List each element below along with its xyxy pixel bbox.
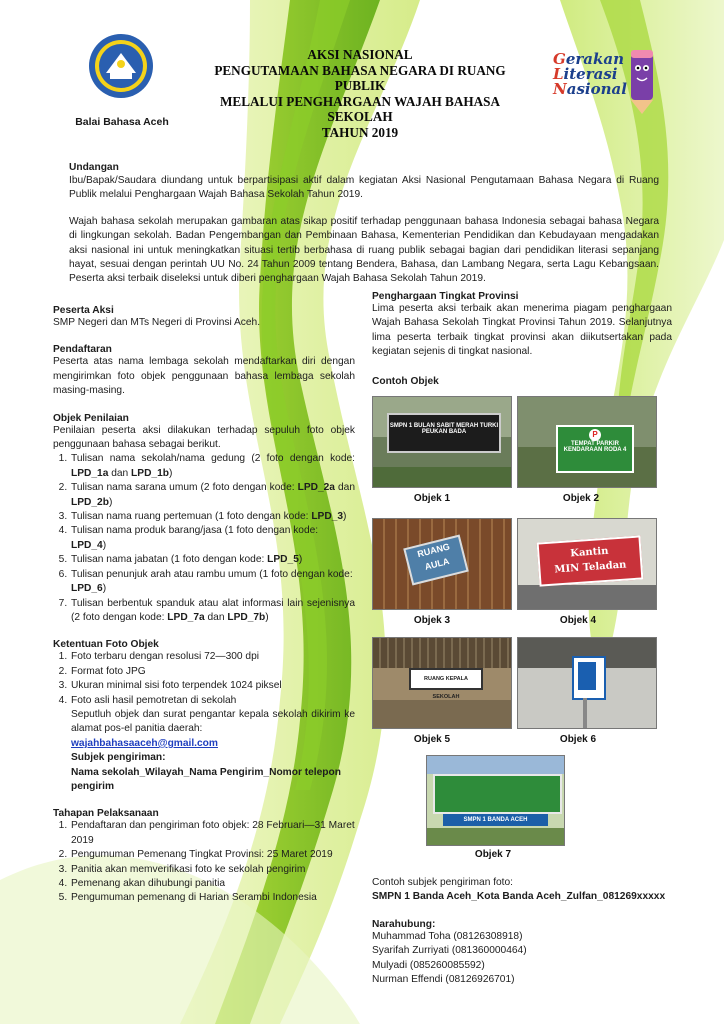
sign-text: RUANG	[416, 541, 451, 560]
contact-item: Muhammad Toha (08126308918)	[372, 930, 523, 942]
sign-text: SMPN 1 BANDA ACEH	[443, 814, 548, 826]
page-title	[190, 47, 530, 141]
pendaftaran-text: Peserta atas nama lembaga sekolah mendaftarkan diri dengan mengirimkan foto objek penggunaan bahasa lembaga sekolah masing-masing.	[53, 356, 355, 397]
list-item: 2. Tulisan nama sarana umum (2 foto dengan kode: LPD_2a dan LPD_2b)	[70, 481, 355, 510]
list-item: 3. Tulisan nama ruang pertemuan (1 foto dengan kode: LPD_3)	[70, 510, 355, 524]
contact-section	[372, 876, 702, 987]
sign-text: MIN Teladan	[554, 559, 627, 576]
penghargaan-heading: Penghargaan Tingkat Provinsi	[372, 291, 519, 302]
undangan-paragraph-1: Ibu/Bapak/Saudara diundang untuk berpartisipasi aktif dalam kegiatan Aksi Nasional Pengutamaan Bahasa Negara di Ruang Publik melalui Penghargaan Wajah Bahasa Sekolah Tahun 2019.	[69, 175, 659, 201]
list-item: 3. Panitia akan memverifikasi foto ke sekolah pengirim	[70, 863, 355, 877]
subject-format: Nama sekolah_Wilayah_Nama Pengirim_Nomor telepon pengirim	[71, 766, 341, 792]
title-line-2: PENGUTAMAAN BAHASA NEGARA DI RUANG PUBLIK	[214, 62, 506, 94]
undangan-section	[69, 162, 659, 287]
caption-objek-7: Objek 7	[474, 849, 512, 860]
pendaftaran-heading: Pendaftaran	[53, 344, 112, 356]
gln-erakan: erakan	[565, 50, 624, 68]
sign-text: SMPN 1 BULAN SABIT MERAH TURKI	[389, 423, 499, 429]
peserta-text: SMP Negeri dan MTs Negeri di Provinsi Aceh.	[53, 317, 261, 328]
list-item: 6. Tulisan penunjuk arah atau rambu umum (1 foto dengan kode: LPD_6)	[70, 568, 355, 597]
gln-iterasi: iterasi	[563, 65, 618, 83]
objek-penilaian-list	[53, 452, 355, 625]
undangan-heading: Undangan	[69, 162, 119, 173]
caption-objek-5: Objek 5	[413, 734, 451, 745]
list-item: 3. Ukuran minimal sisi foto terpendek 1024 piksel	[70, 679, 355, 693]
left-column	[53, 305, 355, 906]
photo-objek-4	[517, 518, 657, 610]
list-item: 4. Tulisan nama produk barang/jasa (1 foto dengan kode: LPD_4)	[70, 524, 355, 553]
gln-g: G	[553, 50, 566, 68]
pencil-mascot-icon	[625, 46, 659, 116]
sign-text: KENDARAAN RODA 4	[563, 447, 627, 453]
ketentuan-list	[53, 650, 355, 708]
photo-objek-1	[372, 396, 512, 488]
org-name: Balai Bahasa Aceh	[75, 116, 169, 128]
list-item: 2. Format foto JPG	[70, 665, 355, 679]
sign-text: TEMPAT PARKIR	[571, 441, 619, 447]
contoh-objek-heading: Contoh Objek	[372, 375, 439, 387]
tut-wuri-handayani-logo	[88, 33, 154, 99]
photo-objek-2: P TEMPAT PARKIR KENDARAAN RODA 4	[517, 396, 657, 488]
caption-objek-6: Objek 6	[559, 734, 597, 745]
contact-item: Syarifah Zurriyati (081360000464)	[372, 945, 527, 957]
ketentuan-heading: Ketentuan Foto Objek	[53, 639, 159, 651]
list-item: 4. Foto asli hasil pemotretan di sekolah	[70, 694, 355, 708]
ketentuan-note: Seputluh objek dan surat pengantar kepala sekolah dikirim ke alamat pos-el panitia daerah:	[71, 708, 355, 735]
objek-penilaian-intro: Penilaian peserta aksi dilakukan terhadap sepuluh foto objek penggunaan bahasa sebagai berikut.	[53, 424, 355, 451]
sign-text: Kantin	[569, 545, 609, 560]
sign-text: RUANG KEPALA SEKOLAH	[409, 668, 483, 690]
tahapan-list	[53, 819, 355, 905]
peserta-heading: Peserta Aksi	[53, 305, 114, 316]
sign-text: PEUKAN BADA	[421, 429, 467, 435]
gln-n: N	[553, 80, 567, 98]
contact-item: Nurman Effendi (08126926701)	[372, 974, 515, 986]
penghargaan-section	[372, 291, 672, 387]
caption-objek-4: Objek 4	[559, 615, 597, 626]
penghargaan-text: Lima peserta aksi terbaik akan menerima piagam penghargaan Wajah Bahasa Sekolah Tingkat Provinsi Tahun 2019. Selanjutnya lima peserta terbaik tingkat provinsi akan diikutsertakan pada kegiatan sejenis di tingkat nasional.	[372, 303, 672, 358]
title-line-1: AKSI NASIONAL	[307, 47, 413, 62]
photo-objek-7	[426, 755, 565, 846]
undangan-paragraph-2: Wajah bahasa sekolah merupakan gambaran atas sikap positif terhadap penggunaan bahasa Indonesia sebagai bahasa Negara di lingkungan sekolah. Badan Pengembangan dan Pembinaan Bahasa, Kementerian Pendidikan dan Kebudayaan mengadakan aksi nasional ini untuk meningkatkan situasi tertib berbahasa di ruang publik sebagai bagian dari pendidikan literasi sepanjang hayat, sesuai dengan perintah UU No. 24 Tahun 2009 tentang Bendera, Bahasa, dan Lambang Negara, serta Lagu Kebangsaan. Peserta aksi terbaik diseleksi untuk diberi penghargaan Wajah Bahasa Sekolah Tahun 2019.	[69, 215, 659, 285]
list-item: 1. Tulisan nama sekolah/nama gedung (2 foto dengan kode: LPD_1a dan LPD_1b)	[70, 452, 355, 481]
caption-objek-2: Objek 2	[562, 493, 600, 504]
list-item: 7. Tulisan berbentuk spanduk atau alat informasi lain sejenisnya (2 foto dengan kode: LPD_7a dan LPD_7b)	[70, 597, 355, 626]
list-item: 4. Pemenang akan dihubungi panitia	[70, 877, 355, 891]
email-link[interactable]: wajahbahasaaceh@gmail.com	[71, 737, 218, 749]
caption-objek-1: Objek 1	[413, 493, 451, 504]
contoh-subjek-value: SMPN 1 Banda Aceh_Kota Banda Aceh_Zulfan_081269xxxxx	[372, 891, 666, 903]
list-item: 1. Foto terbaru dengan resolusi 72—300 dpi	[70, 650, 355, 664]
gln-asional: asional	[566, 80, 627, 98]
sign-text: AULA	[423, 556, 451, 572]
list-item: 5. Pengumuman pemenang di Harian Serambi Indonesia	[70, 891, 355, 905]
photo-objek-3	[372, 518, 512, 610]
gerakan-literasi-nasional-logo	[553, 46, 723, 116]
photo-objek-6	[517, 637, 657, 729]
contact-item: Mulyadi (085260085592)	[372, 959, 485, 971]
objek-penilaian-heading: Objek Penilaian	[53, 412, 129, 424]
contoh-subjek-label: Contoh subjek pengiriman foto:	[372, 877, 514, 888]
list-item: 5. Tulisan nama jabatan (1 foto dengan kode: LPD_5)	[70, 553, 355, 567]
gln-l: L	[553, 65, 564, 83]
title-line-3: MELALUI PENGHARGAAN WAJAH BAHASA SEKOLAH	[219, 93, 500, 125]
subject-label: Subjek pengiriman:	[71, 752, 166, 764]
photo-objek-5	[372, 637, 512, 729]
caption-objek-3: Objek 3	[413, 615, 451, 626]
list-item: 2. Pengumuman Pemenang Tingkat Provinsi: 25 Maret 2019	[70, 848, 355, 862]
title-line-4: TAHUN 2019	[321, 124, 399, 140]
tahapan-heading: Tahapan Pelaksanaan	[53, 808, 159, 820]
narahubung-heading: Narahubung:	[372, 918, 436, 930]
list-item: 1. Pendaftaran dan pengiriman foto objek: 28 Februari—31 Maret 2019	[70, 819, 355, 848]
